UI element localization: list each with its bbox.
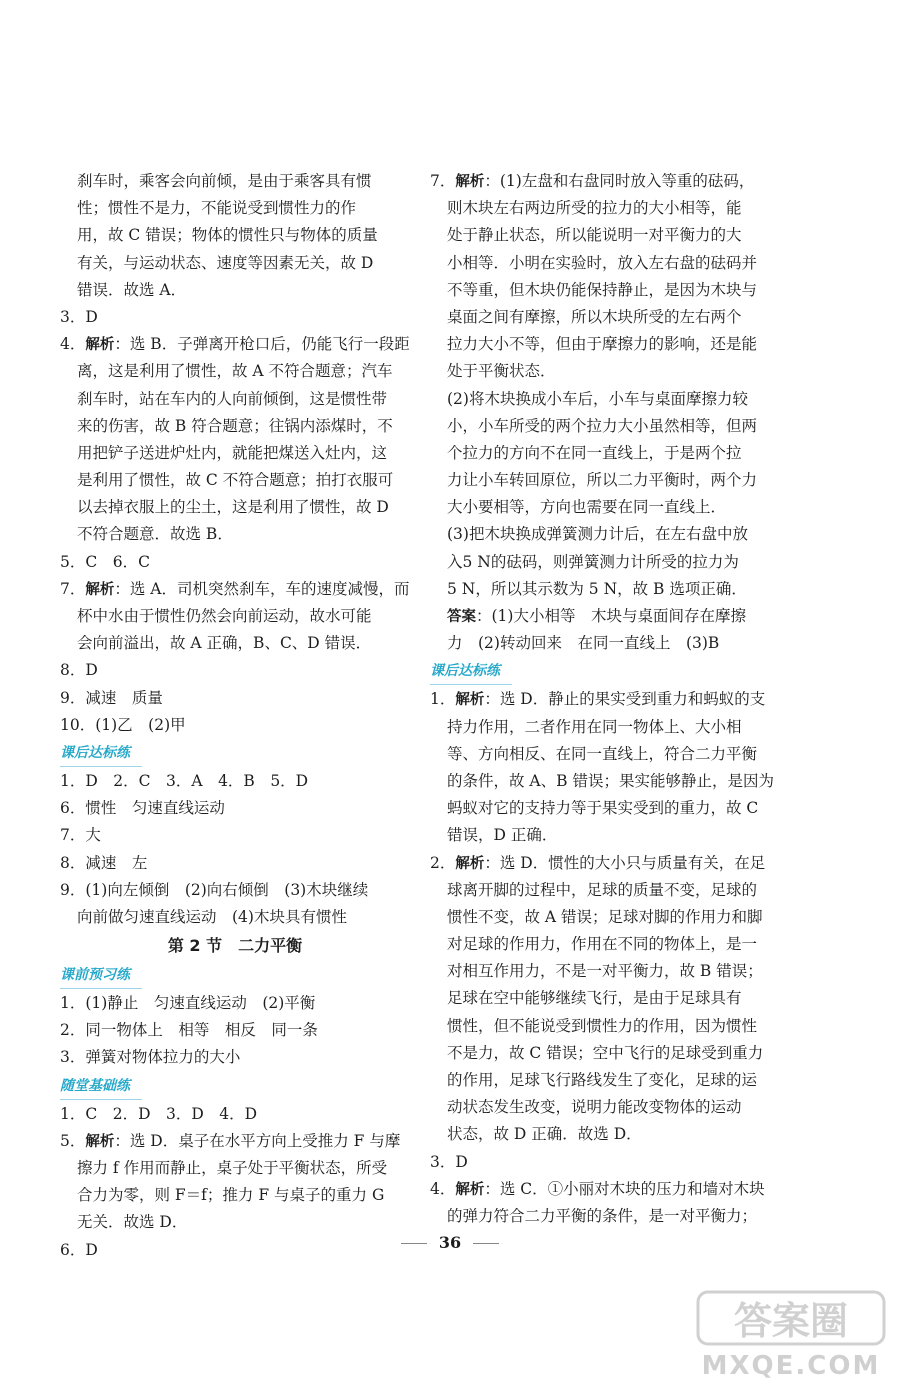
text-line: 会向前溢出，故 A 正确，B、C、D 错误． bbox=[77, 634, 372, 653]
analysis-keyword: 解析 bbox=[85, 581, 115, 598]
answer-line: 7．大 bbox=[60, 826, 101, 845]
answer-line: 3．D bbox=[60, 307, 98, 326]
text-line: 不是力，故 C 错误；空中飞行的足球受到重力 bbox=[447, 1043, 764, 1062]
text-line: 错误．故选 A． bbox=[77, 280, 187, 299]
text-line: 拉力大小不等，但由于摩擦力的影响，还是能 bbox=[447, 335, 758, 354]
analysis-keyword: 解析 bbox=[455, 692, 485, 709]
answer-line: 5．解析：选 D．桌子在水平方向上受推力 F 与摩 bbox=[60, 1131, 401, 1150]
answer-line: 6．惯性 匀速直线运动 bbox=[60, 799, 225, 818]
text-line: 离，这是利用了惯性，故 A 不符合题意；汽车 bbox=[77, 362, 393, 381]
text-line: 杯中水由于惯性仍然会向前运动，故水可能 bbox=[77, 607, 372, 625]
text-line: 持力作用，二者作用在同一物体上、大小相 bbox=[447, 717, 742, 736]
text-line: 球离开脚的过程中，足球的质量不变，足球的 bbox=[447, 880, 758, 899]
text-line: 桌面之间有摩擦，所以木块所受的左右两个 bbox=[447, 307, 742, 326]
text-line: 用把铲子送进炉灶内，就能把煤送入灶内，这 bbox=[77, 443, 388, 462]
section-label: 课后达标练 bbox=[430, 659, 512, 685]
answer-line: 1．C 2．D 3．D 4．D bbox=[60, 1104, 258, 1123]
text-line: 刹车时，站在车内的人向前倾倒，这是惯性带 bbox=[77, 389, 388, 408]
text-line: 个拉力的方向不在同一直线上，于是两个拉 bbox=[447, 443, 742, 462]
answer-line: 3．D bbox=[430, 1152, 468, 1171]
text-line: 合力为零，则 F＝f；推力 F 与桌子的重力 G bbox=[77, 1186, 385, 1205]
analysis-keyword: 解析 bbox=[85, 337, 115, 354]
text-line: 的作用，足球飞行路线发生了变化，足球的运 bbox=[447, 1071, 758, 1089]
text-line: 处于平衡状态． bbox=[447, 362, 556, 381]
text-line: (2)将木块换成小车后，小车与桌面摩擦力较 bbox=[447, 389, 748, 408]
text-line: 有关，与运动状态、速度等因素无关，故 D bbox=[77, 253, 374, 272]
answer-line: 4．解析：选 B．子弹离开枪口后，仍能飞行一段距 bbox=[60, 335, 410, 354]
analysis-keyword: 解析 bbox=[85, 1133, 115, 1150]
answer-line: 9．(1)向左倾倒 (2)向右倾倒 (3)木块继续 bbox=[60, 880, 369, 899]
answer-line: 答案：(1)大小相等 木块与桌面间存在摩擦 bbox=[447, 607, 746, 625]
text-line: 不符合题意．故选 B． bbox=[77, 525, 233, 544]
text-line: 小相等．小明在实验时，放入左右盘的砝码并 bbox=[447, 253, 758, 272]
text-line: 错误，D 正确． bbox=[447, 826, 558, 845]
text-line: 用，故 C 错误；物体的惯性只与物体的质量 bbox=[77, 226, 378, 245]
text-line: 对相互作用力，不是一对平衡力，故 B 错误； bbox=[447, 962, 763, 981]
text-line: 向前做匀速直线运动 (4)木块具有惯性 bbox=[77, 907, 347, 926]
text-line: 处于静止状态，所以能说明一对平衡力的大 bbox=[447, 226, 742, 245]
answer-line: 9．减速 质量 bbox=[60, 688, 163, 707]
text-line: 5 N，所以其示数为 5 N，故 B 选项正确． bbox=[447, 579, 747, 598]
text-line: 刹车时，乘客会向前倾，是由于乘客具有惯 bbox=[77, 172, 372, 190]
text-line: 力 (2)转动回来 在同一直线上 (3)B bbox=[447, 634, 720, 653]
watermark-url: MXQE.COM bbox=[701, 1351, 881, 1380]
text-line: 来的伤害，故 B 符合题意；往锅内添煤时，不 bbox=[77, 416, 393, 435]
analysis-keyword: 解析 bbox=[455, 1181, 485, 1198]
answer-line: 8．减速 左 bbox=[60, 853, 148, 872]
text-line: 以去掉衣服上的尘土，这是利用了惯性，故 D bbox=[77, 498, 389, 517]
answer-line: 1．(1)静止 匀速直线运动 (2)平衡 bbox=[60, 994, 316, 1013]
text-line: 是利用了惯性，故 C 不符合题意；拍打衣服可 bbox=[77, 471, 394, 490]
left-column bbox=[60, 168, 410, 1264]
text-line: 状态，故 D 正确．故选 D． bbox=[447, 1125, 642, 1144]
answer-line: 2．同一物体上 相等 相反 同一条 bbox=[60, 1021, 318, 1040]
text-line: 擦力 f 作用而静止，桌子处于平衡状态，所受 bbox=[77, 1159, 388, 1177]
text-line: 无关．故选 D． bbox=[77, 1213, 188, 1232]
section-label: 随堂基础练 bbox=[60, 1074, 142, 1100]
text-line: 蚂蚁对它的支持力等于果实受到的重力，故 C bbox=[447, 799, 759, 818]
answer-line: 1．D 2．C 3．A 4．B 5．D bbox=[60, 771, 309, 790]
text-line: 等、方向相反、在同一直线上，符合二力平衡 bbox=[447, 744, 758, 763]
answer-line: 7．解析：选 A．司机突然刹车，车的速度减慢，而 bbox=[60, 579, 410, 598]
section-heading: 第 2 节 二力平衡 bbox=[167, 936, 303, 956]
text-line: 则木块左右两边所受的拉力的大小相等，能 bbox=[447, 199, 742, 218]
section-label: 课前预习练 bbox=[60, 963, 142, 989]
answer-line: 2．解析：选 D．惯性的大小只与质量有关，在足 bbox=[430, 853, 766, 872]
text-line: 惯性不变，故 A 错误；足球对脚的作用力和脚 bbox=[447, 907, 763, 926]
divider bbox=[401, 1243, 427, 1244]
text-line: 动状态发生改变，说明力能改变物体的运动 bbox=[447, 1098, 742, 1117]
text-line: (3)把木块换成弹簧测力计后，在左右盘中放 bbox=[447, 525, 748, 544]
analysis-keyword: 解析 bbox=[455, 855, 485, 872]
text-line: 惯性，但不能说受到惯性力的作用，因为惯性 bbox=[447, 1016, 758, 1035]
answer-line: 6．D bbox=[60, 1240, 98, 1259]
answer-line: 5．C 6．C bbox=[60, 552, 150, 571]
divider bbox=[473, 1243, 499, 1244]
text-line: 对足球的作用力，作用在不同的物体上，是一 bbox=[447, 935, 758, 954]
text-line: 的条件，故 A、B 错误；果实能够静止，是因为 bbox=[447, 771, 774, 790]
answer-line: 10．(1)乙 (2)甲 bbox=[60, 715, 186, 734]
text-line: 足球在空中能够继续飞行，是由于足球具有 bbox=[447, 989, 742, 1008]
text-line: 力让小车转回原位，所以二力平衡时，两个力 bbox=[447, 471, 758, 490]
text-line: 入5 N的砝码，则弹簧测力计所受的拉力为 bbox=[447, 552, 739, 571]
answer-keyword: 答案 bbox=[447, 609, 476, 625]
answer-line: 8．D bbox=[60, 661, 98, 680]
analysis-keyword: 解析 bbox=[455, 174, 485, 190]
answer-line: 3．弹簧对物体拉力的大小 bbox=[60, 1048, 241, 1067]
answer-line: 7．解析：(1)左盘和右盘同时放入等重的砝码， bbox=[430, 172, 755, 190]
watermark-text: 答案圈 bbox=[733, 1299, 849, 1343]
text-line: 性；惯性不是力，不能说受到惯性力的作 bbox=[77, 199, 357, 218]
answer-line: 1．解析：选 D．静止的果实受到重力和蚂蚁的支 bbox=[430, 690, 766, 709]
watermark-logo bbox=[696, 1288, 886, 1380]
text-line: 的弹力符合二力平衡的条件，是一对平衡力； bbox=[447, 1206, 758, 1225]
text-line: 小，小车所受的两个拉力大小虽然相等，但两 bbox=[447, 416, 758, 435]
text-line: 大小要相等，方向也需要在同一直线上． bbox=[447, 498, 727, 517]
section-label: 课后达标练 bbox=[60, 741, 142, 767]
answer-line: 4．解析：选 C．①小丽对木块的压力和墙对木块 bbox=[430, 1179, 765, 1198]
right-column bbox=[430, 168, 785, 1230]
page-number: 36 bbox=[0, 1233, 900, 1252]
text-line: 不等重，但木块仍能保持静止，是因为木块与 bbox=[447, 280, 758, 299]
